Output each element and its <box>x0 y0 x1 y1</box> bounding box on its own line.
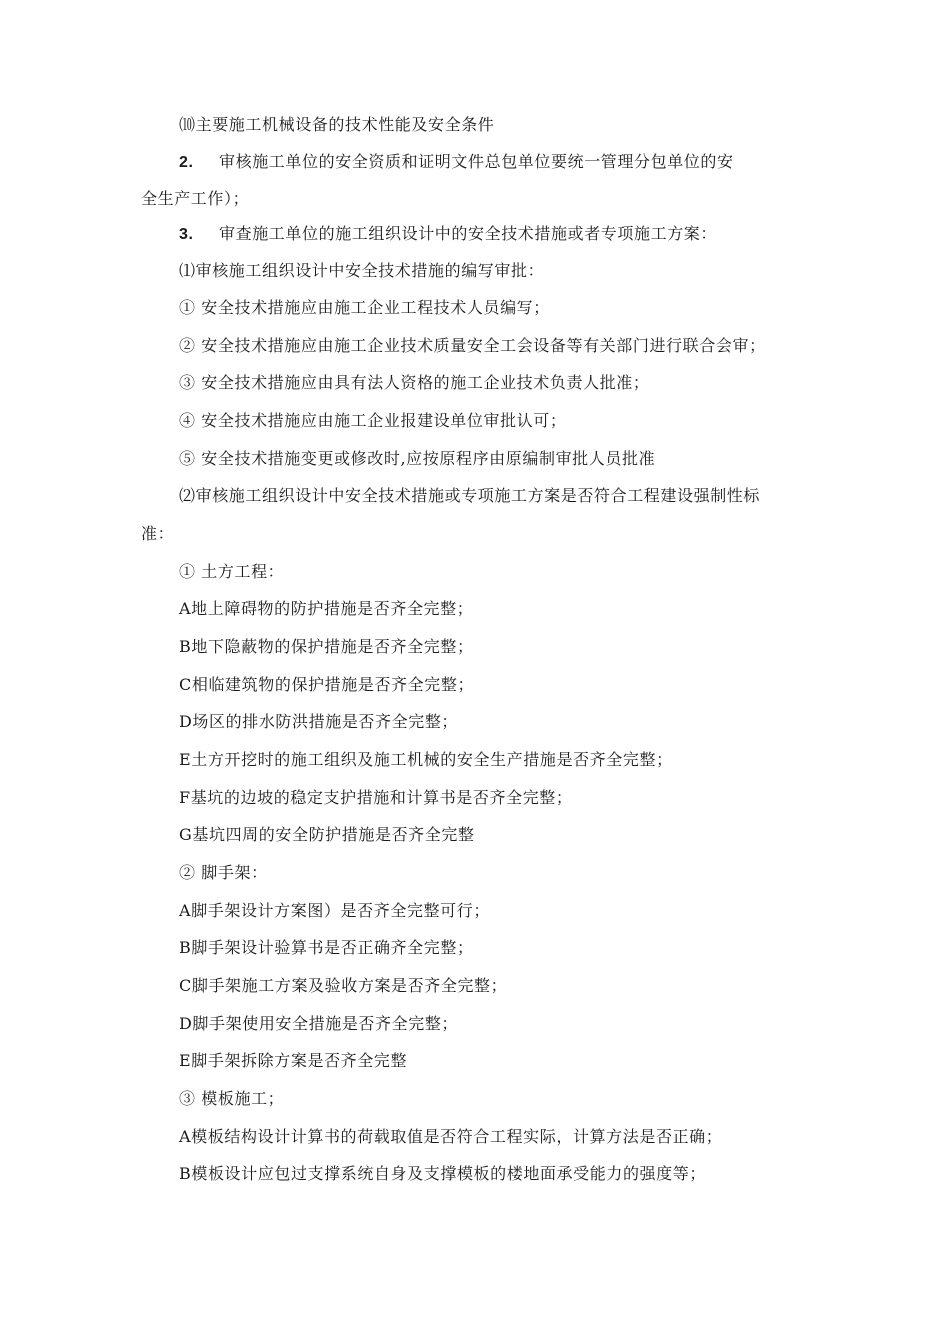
text-line: 全生产工作）； <box>141 189 250 208</box>
text-line: E脚手架拆除方案是否齐全完整 <box>179 1051 408 1070</box>
text-line: ③ 模板施工； <box>179 1089 285 1108</box>
text-line: B脚手架设计验算书是否正确齐全完整； <box>179 938 474 957</box>
text-line: D场区的排水防洪措施是否齐全完整； <box>179 712 459 731</box>
text-line: B地下隐蔽物的保护措施是否齐全完整； <box>179 637 474 656</box>
text-line: E土方开挖时的施工组织及施工机械的安全生产措施是否齐全完整； <box>179 750 673 769</box>
text-line: ④ 安全技术措施应由施工企业报建设单位审批认可； <box>179 411 567 430</box>
text-line: A地上障碍物的防护措施是否齐全完整； <box>179 599 474 618</box>
text-line: C相临建筑物的保护措施是否齐全完整； <box>179 675 475 694</box>
text-line: ⑤ 安全技术措施变更或修改时,应按原程序由原编制审批人员批准 <box>179 449 656 468</box>
text-line: C脚手架施工方案及验收方案是否齐全完整； <box>179 976 508 995</box>
item-number: 2. <box>179 154 194 171</box>
text-line: D脚手架使用安全措施是否齐全完整； <box>179 1014 459 1033</box>
text-line: ⑵审核施工组织设计中安全技术措施或专项施工方案是否符合工程建设强制性标 <box>179 486 761 505</box>
item-number: 3. <box>179 226 194 243</box>
text-line: G基坑四周的安全防护措施是否齐全完整 <box>179 825 475 844</box>
item-text: 审查施工单位的施工组织设计中的安全技术措施或者专项施工方案： <box>219 224 718 243</box>
text-line: 准： <box>141 524 175 543</box>
text-line: ⑴审核施工组织设计中安全技术措施的编写审批： <box>179 261 545 280</box>
text-line: B模板设计应包过支撑系统自身及支撑模板的楼地面承受能力的强度等； <box>179 1164 706 1183</box>
text-line: ① 安全技术措施应由施工企业工程技术人员编写； <box>179 298 550 317</box>
text-line: A脚手架设计方案图）是否齐全完整可行； <box>179 901 490 920</box>
text-line: ③ 安全技术措施应由具有法人资格的施工企业技术负责人批准； <box>179 373 650 392</box>
text-line: ② 脚手架： <box>179 863 268 882</box>
list-item <box>179 152 734 173</box>
text-line: ⑽主要施工机械设备的技术性能及安全条件 <box>179 115 495 134</box>
list-item <box>179 224 717 245</box>
text-line: F基坑的边坡的稳定支护措施和计算书是否齐全完整； <box>179 788 573 807</box>
item-text: 审核施工单位的安全资质和证明文件总包单位要统一管理分包单位的安 <box>219 152 734 171</box>
text-line: A模板结构设计计算书的荷载取值是否符合工程实际，计算方法是否正确； <box>179 1127 723 1146</box>
text-line: ① 土方工程： <box>179 562 285 581</box>
text-line: ② 安全技术措施应由施工企业技术质量安全工会设备等有关部门进行联合会审； <box>179 336 766 355</box>
